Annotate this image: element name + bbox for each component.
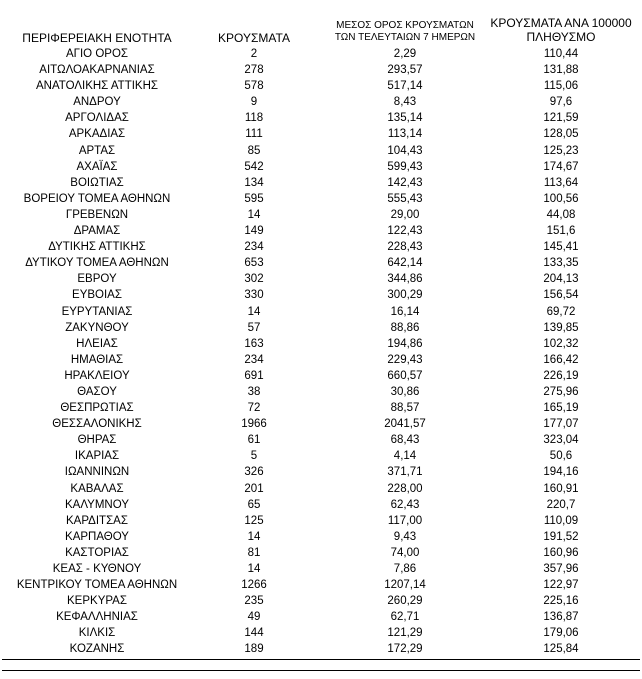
per-100k-cell: 225,16 xyxy=(543,595,579,608)
table-row xyxy=(0,320,642,336)
cases-cell: 5 xyxy=(250,450,258,463)
region-cell: ΙΚΑΡΙΑΣ xyxy=(74,450,120,463)
cases-cell: 595 xyxy=(244,192,264,205)
avg-7day-cell: 88,57 xyxy=(390,402,420,415)
cases-cell: 118 xyxy=(244,112,264,125)
per-100k-cell: 323,04 xyxy=(543,434,579,447)
region-cell: ΚΙΛΚΙΣ xyxy=(78,627,116,640)
per-100k-cell: 100,56 xyxy=(543,192,579,205)
avg-7day-cell: 117,00 xyxy=(387,514,423,527)
cases-cell: 302 xyxy=(244,273,264,286)
header-cases-per-100k-line1: ΚΡΟΥΣΜΑΤΑ ΑΝΑ 100000 xyxy=(490,16,632,30)
per-100k-cell: 136,87 xyxy=(543,611,579,624)
cases-cell: 111 xyxy=(245,128,263,141)
per-100k-cell: 121,59 xyxy=(543,112,579,125)
table-row xyxy=(0,175,642,191)
avg-7day-cell: 2,29 xyxy=(393,48,417,60)
table-row xyxy=(0,625,642,641)
avg-7day-cell: 228,43 xyxy=(387,241,423,254)
per-100k-cell: 110,09 xyxy=(543,514,579,527)
per-100k-cell: 179,06 xyxy=(543,627,579,640)
header-7day-average-line2: ΤΩΝ ΤΕΛΕΥΤΑΙΩΝ 7 ΗΜΕΡΩΝ xyxy=(334,32,476,43)
cases-cell: 1966 xyxy=(241,418,267,431)
cases-cell: 234 xyxy=(244,353,264,366)
region-cell: ΗΡΑΚΛΕΙΟΥ xyxy=(64,369,130,382)
cases-cell: 14 xyxy=(247,208,261,221)
cases-cell: 163 xyxy=(244,337,264,350)
region-cell: ΑΧΑΪΑΣ xyxy=(76,160,118,173)
region-cell: ΔΥΤΙΚΟΥ ΤΟΜΕΑ ΑΘΗΝΩΝ xyxy=(25,257,169,270)
cases-cell: 144 xyxy=(244,627,264,640)
header-region: ΠΕΡΙΦΕΡΕΙΑΚΗ ΕΝΟΤΗΤΑ xyxy=(22,31,172,45)
region-cell: ΑΙΤΩΛΟΑΚΑΡΝΑΝΙΑΣ xyxy=(39,64,155,77)
cases-cell: 691 xyxy=(244,369,264,382)
avg-7day-cell: 172,29 xyxy=(387,643,423,656)
region-cell: ΓΡΕΒΕΝΩΝ xyxy=(65,208,129,221)
table-row xyxy=(0,352,642,368)
cases-cell: 234 xyxy=(244,241,264,254)
avg-7day-cell: 135,14 xyxy=(387,112,423,125)
per-100k-cell: 220,7 xyxy=(546,498,576,511)
per-100k-cell: 357,96 xyxy=(543,563,579,575)
per-100k-cell: 69,72 xyxy=(546,305,576,318)
table-row xyxy=(0,529,642,545)
region-cell: ΚΑΣΤΟΡΙΑΣ xyxy=(65,546,129,559)
cases-cell: 542 xyxy=(244,160,264,173)
avg-7day-cell: 599,43 xyxy=(387,160,423,173)
table-row xyxy=(0,110,642,126)
region-cell: ΑΡΚΑΔΙΑΣ xyxy=(68,128,126,141)
region-cell: ΚΑΡΔΙΤΣΑΣ xyxy=(66,514,128,527)
cases-cell: 201 xyxy=(244,482,264,495)
per-100k-cell: 204,13 xyxy=(543,273,579,286)
region-cell: ΚΕΝΤΡΙΚΟΥ ΤΟΜΕΑ ΑΘΗΝΩΝ xyxy=(16,579,178,592)
avg-7day-cell: 104,43 xyxy=(387,144,423,157)
table-row xyxy=(0,368,642,384)
cases-cell: 14 xyxy=(247,305,261,318)
table-row xyxy=(0,304,642,320)
per-100k-cell: 128,05 xyxy=(543,128,579,141)
avg-7day-cell: 121,29 xyxy=(387,627,423,640)
region-cell: ΔΡΑΜΑΣ xyxy=(73,225,121,238)
table-row xyxy=(0,271,642,287)
region-cell: ΚΑΡΠΑΘΟΥ xyxy=(65,530,129,543)
region-cell: ΒΟΙΩΤΙΑΣ xyxy=(70,176,124,189)
cases-cell: 278 xyxy=(244,64,264,77)
table-row xyxy=(0,126,642,142)
table-row xyxy=(0,545,642,561)
cases-cell: 235 xyxy=(244,595,264,608)
table-row xyxy=(0,561,642,577)
per-100k-cell: 131,88 xyxy=(543,64,579,77)
avg-7day-cell: 68,43 xyxy=(390,434,420,447)
region-cell: ΑΡΤΑΣ xyxy=(78,144,116,157)
per-100k-cell: 115,06 xyxy=(543,80,579,93)
per-100k-cell: 166,42 xyxy=(543,353,579,366)
region-cell: ΘΑΣΟΥ xyxy=(77,385,117,398)
avg-7day-cell: 30,86 xyxy=(390,385,420,398)
cases-cell: 134 xyxy=(244,176,264,189)
region-cell: ΑΝΑΤΟΛΙΚΗΣ ΑΤΤΙΚΗΣ xyxy=(35,80,158,93)
per-100k-cell: 145,41 xyxy=(543,241,579,254)
table-row xyxy=(0,191,642,207)
table-bottom-rule-2 xyxy=(2,670,640,671)
avg-7day-cell: 88,86 xyxy=(390,321,420,334)
table-row xyxy=(0,336,642,352)
table-row xyxy=(0,143,642,159)
region-cell: ΚΕΦΑΛΛΗΝΙΑΣ xyxy=(56,611,138,624)
region-cell: ΘΗΡΑΣ xyxy=(77,434,117,447)
cases-cell: 578 xyxy=(244,80,264,93)
table-row xyxy=(0,609,642,625)
table-row xyxy=(0,78,642,94)
region-cell: ΘΕΣΠΡΩΤΙΑΣ xyxy=(60,402,134,415)
per-100k-cell: 113,64 xyxy=(543,176,579,189)
table-row xyxy=(0,239,642,255)
avg-7day-cell: 642,14 xyxy=(387,257,423,270)
avg-7day-cell: 228,00 xyxy=(387,482,423,495)
avg-7day-cell: 8,43 xyxy=(393,96,417,109)
per-100k-cell: 97,6 xyxy=(549,96,573,109)
per-100k-cell: 44,08 xyxy=(546,208,576,221)
per-100k-cell: 275,96 xyxy=(543,385,579,398)
avg-7day-cell: 142,43 xyxy=(387,176,423,189)
per-100k-cell: 165,19 xyxy=(543,402,579,415)
cases-cell: 65 xyxy=(247,498,261,511)
table-row xyxy=(0,513,642,529)
per-100k-cell: 50,6 xyxy=(549,450,573,463)
avg-7day-cell: 122,43 xyxy=(387,225,423,238)
per-100k-cell: 122,97 xyxy=(543,579,579,592)
cases-cell: 330 xyxy=(244,289,264,302)
table-row xyxy=(0,207,642,223)
table-row xyxy=(0,641,642,657)
header-cases: ΚΡΟΥΣΜΑΤΑ xyxy=(218,31,290,45)
table-row xyxy=(0,432,642,448)
table-row xyxy=(0,497,642,513)
avg-7day-cell: 371,71 xyxy=(387,466,423,479)
table-row xyxy=(0,159,642,175)
table-row xyxy=(0,287,642,303)
avg-7day-cell: 2041,57 xyxy=(384,418,426,431)
table-bottom-rule xyxy=(2,659,640,660)
region-cell: ΗΛΕΙΑΣ xyxy=(76,337,118,350)
per-100k-cell: 226,19 xyxy=(543,369,579,382)
per-100k-cell: 151,6 xyxy=(546,225,576,238)
region-cell: ΚΕΑΣ - ΚΥΘΝΟΥ xyxy=(52,563,142,575)
table-row xyxy=(0,448,642,464)
table-row xyxy=(0,464,642,480)
cases-cell: 326 xyxy=(244,466,264,479)
cases-cell: 72 xyxy=(247,402,261,415)
region-cell: ΑΝΔΡΟΥ xyxy=(73,96,121,109)
table-row xyxy=(0,46,642,62)
region-cell: ΑΓΙΟ ΟΡΟΣ xyxy=(65,48,128,60)
per-100k-cell: 133,35 xyxy=(543,257,579,270)
per-100k-cell: 156,54 xyxy=(543,289,579,302)
region-cell: ΚΟΖΑΝΗΣ xyxy=(69,643,125,656)
avg-7day-cell: 16,14 xyxy=(390,305,420,318)
cases-cell: 57 xyxy=(247,321,261,334)
region-cell: ΑΡΓΟΛΙΔΑΣ xyxy=(65,112,129,125)
table-row xyxy=(0,62,642,78)
table-row xyxy=(0,384,642,400)
region-cell: ΒΟΡΕΙΟΥ ΤΟΜΕΑ ΑΘΗΝΩΝ xyxy=(23,192,171,205)
avg-7day-cell: 7,86 xyxy=(393,563,417,575)
region-cell: ΙΩΑΝΝΙΝΩΝ xyxy=(64,466,130,479)
cases-cell: 2 xyxy=(250,48,258,60)
header-cases-per-100k-line2: ΠΛΗΘΥΣΜΟ xyxy=(526,30,596,44)
cases-cell: 14 xyxy=(247,530,261,543)
avg-7day-cell: 555,43 xyxy=(387,192,423,205)
avg-7day-cell: 260,29 xyxy=(387,595,423,608)
per-100k-cell: 125,84 xyxy=(543,643,579,656)
table-row xyxy=(0,223,642,239)
region-cell: ΖΑΚΥΝΘΟΥ xyxy=(65,321,129,334)
cases-cell: 61 xyxy=(247,434,261,447)
avg-7day-cell: 1207,14 xyxy=(384,579,426,592)
table-row xyxy=(0,481,642,497)
per-100k-cell: 194,16 xyxy=(543,466,579,479)
region-cell: ΕΥΒΟΙΑΣ xyxy=(72,289,122,302)
avg-7day-cell: 62,43 xyxy=(390,498,420,511)
header-7day-average xyxy=(330,20,480,44)
avg-7day-cell: 229,43 xyxy=(387,353,423,366)
cases-cell: 9 xyxy=(250,96,258,109)
table-row xyxy=(0,593,642,609)
region-cell: ΘΕΣΣΑΛΟΝΙΚΗΣ xyxy=(52,418,142,431)
region-cell: ΗΜΑΘΙΑΣ xyxy=(70,353,124,366)
region-cell: ΚΑΒΑΛΑΣ xyxy=(70,482,124,495)
region-cell: ΕΒΡΟΥ xyxy=(77,273,117,286)
avg-7day-cell: 113,14 xyxy=(387,128,423,141)
avg-7day-cell: 344,86 xyxy=(387,273,423,286)
per-100k-cell: 174,67 xyxy=(543,160,579,173)
table-row xyxy=(0,255,642,271)
per-100k-cell: 177,07 xyxy=(543,418,579,431)
avg-7day-cell: 4,14 xyxy=(393,450,417,463)
table-row xyxy=(0,416,642,432)
cases-cell: 81 xyxy=(247,546,261,559)
cases-cell: 653 xyxy=(244,257,264,270)
avg-7day-cell: 517,14 xyxy=(387,80,423,93)
region-cell: ΚΕΡΚΥΡΑΣ xyxy=(67,595,127,608)
cases-cell: 149 xyxy=(244,225,264,238)
cases-cell: 85 xyxy=(247,144,261,157)
region-cell: ΚΑΛΥΜΝΟΥ xyxy=(65,498,129,511)
avg-7day-cell: 194,86 xyxy=(387,337,423,350)
header-7day-average-line1: ΜΕΣΟΣ ΟΡΟΣ ΚΡΟΥΣΜΑΤΩΝ xyxy=(336,20,474,31)
cases-cell: 189 xyxy=(244,643,264,656)
cases-cell: 38 xyxy=(247,385,261,398)
header-cases-per-100k xyxy=(486,16,636,44)
avg-7day-cell: 9,43 xyxy=(393,530,417,543)
avg-7day-cell: 62,71 xyxy=(390,611,420,624)
per-100k-cell: 160,96 xyxy=(543,546,579,559)
table-row xyxy=(0,400,642,416)
avg-7day-cell: 29,00 xyxy=(390,208,420,221)
per-100k-cell: 139,85 xyxy=(543,321,579,334)
per-100k-cell: 160,91 xyxy=(543,482,579,495)
per-100k-cell: 102,32 xyxy=(543,337,579,350)
cases-cell: 49 xyxy=(247,611,261,624)
table-row xyxy=(0,577,642,593)
per-100k-cell: 125,23 xyxy=(543,144,579,157)
region-cell: ΔΥΤΙΚΗΣ ΑΤΤΙΚΗΣ xyxy=(48,241,146,254)
avg-7day-cell: 293,57 xyxy=(387,64,423,77)
data-table xyxy=(0,46,642,658)
avg-7day-cell: 300,29 xyxy=(387,289,423,302)
cases-cell: 14 xyxy=(247,563,261,575)
table-row xyxy=(0,94,642,110)
per-100k-cell: 110,44 xyxy=(543,48,579,60)
avg-7day-cell: 74,00 xyxy=(390,546,420,559)
cases-cell: 1266 xyxy=(241,579,267,592)
avg-7day-cell: 660,57 xyxy=(387,369,423,382)
per-100k-cell: 191,52 xyxy=(543,530,579,543)
cases-cell: 125 xyxy=(244,514,264,527)
region-cell: ΕΥΡΥΤΑΝΙΑΣ xyxy=(61,305,133,318)
